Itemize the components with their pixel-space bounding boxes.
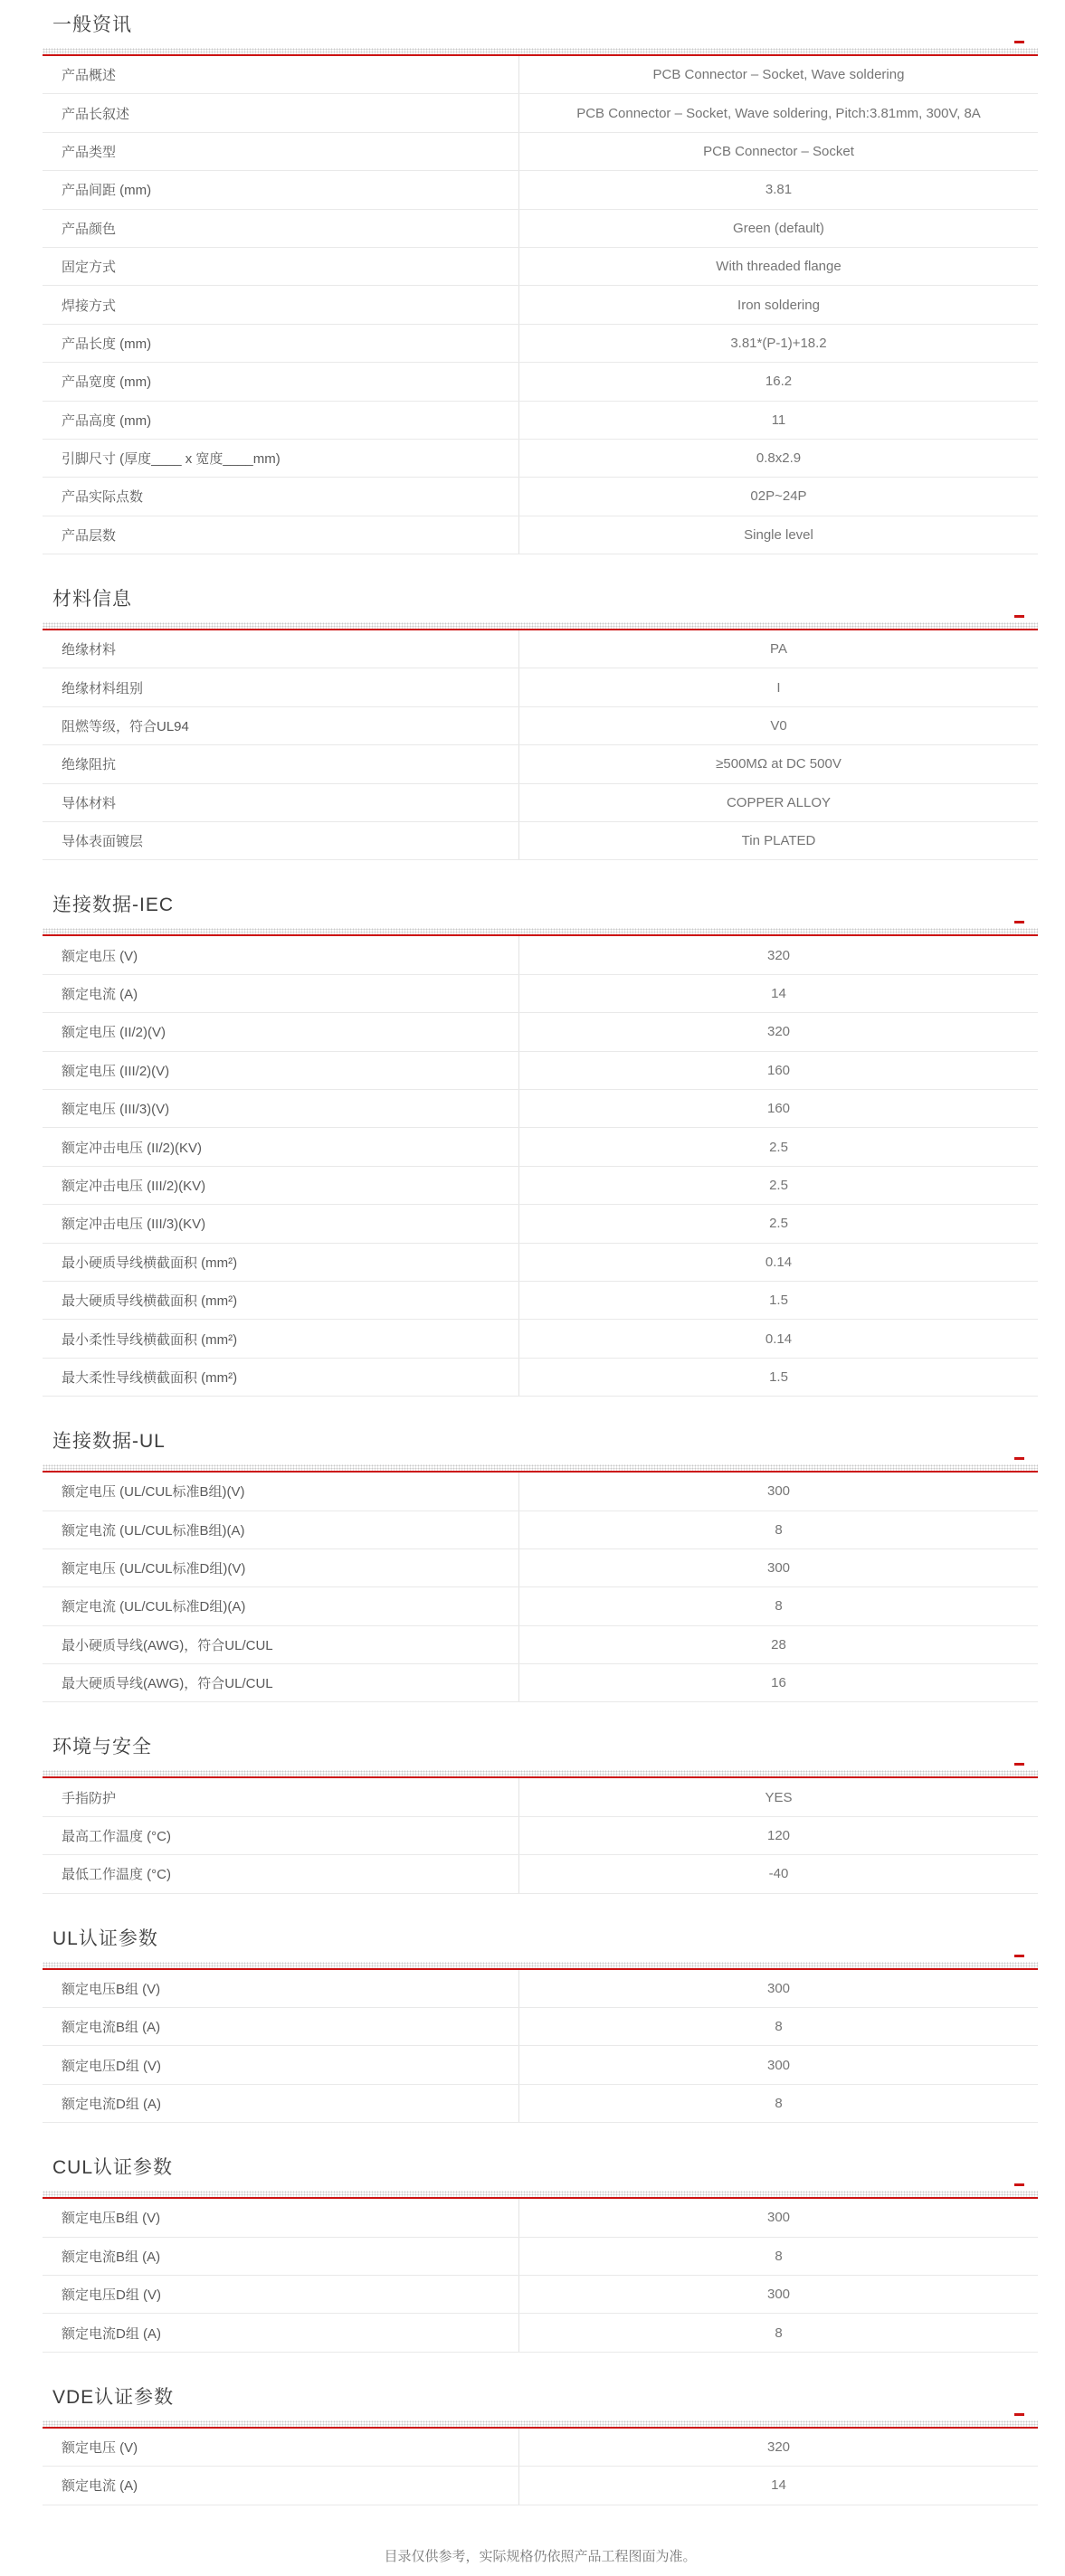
spec-row-value: 300: [518, 2199, 1038, 2236]
spec-row-label: 额定电压D组 (V): [62, 2058, 161, 2074]
spec-row-label: 最小硬质导线横截面积 (mm²): [62, 1255, 238, 1271]
spec-row-value: 300: [518, 1549, 1038, 1586]
product-spec-page: [43, 0, 1038, 2576]
spec-row-value: COPPER ALLOY: [518, 784, 1038, 821]
section-collapse-minus-icon[interactable]: [1014, 1763, 1024, 1766]
spec-row-value: Iron soldering: [518, 286, 1038, 323]
spec-row-label: 额定电压 (UL/CUL标准B组)(V): [62, 1484, 245, 1501]
spec-row: [43, 2429, 1038, 2467]
spec-row: [43, 2008, 1038, 2046]
spec-sections-container: [43, 13, 1038, 2505]
spec-row-value: 120: [518, 1817, 1038, 1854]
spec-row-value: Green (default): [518, 210, 1038, 247]
spec-row-value: 14: [518, 975, 1038, 1012]
spec-row: [43, 286, 1038, 324]
spec-row-label: 额定电流 (UL/CUL标准B组)(A): [62, 1522, 245, 1539]
spec-row: [43, 2467, 1038, 2505]
spec-row-value: 16.2: [518, 363, 1038, 400]
spec-row-value: 300: [518, 2276, 1038, 2313]
spec-row-label: 额定电流 (UL/CUL标准D组)(A): [62, 1599, 246, 1615]
spec-row-value: 300: [518, 2046, 1038, 2083]
section-dotted-divider: [43, 48, 1038, 54]
spec-row-value: YES: [518, 1778, 1038, 1815]
spec-row-label: 焊接方式: [62, 298, 117, 314]
spec-row-value: 8: [518, 2238, 1038, 2275]
spec-row: [43, 1473, 1038, 1511]
spec-table: [43, 2429, 1038, 2505]
spec-row: [43, 2046, 1038, 2084]
section-collapse-minus-icon[interactable]: [1014, 2183, 1024, 2186]
spec-row: [43, 2085, 1038, 2123]
spec-row: [43, 1090, 1038, 1128]
spec-row-value: I: [518, 668, 1038, 706]
spec-row-value: 8: [518, 2314, 1038, 2351]
section-dotted-divider: [43, 2191, 1038, 2197]
spec-row-value: 8: [518, 2085, 1038, 2122]
spec-row-label: 产品高度 (mm): [62, 412, 152, 429]
section-title: 连接数据-UL: [52, 1431, 166, 1453]
spec-row-label: 产品概述: [62, 68, 117, 84]
footer-note: 目录仅供参考，实际规格仍依照产品工程图面为准。: [384, 2548, 697, 2564]
spec-row-label: 额定冲击电压 (II/2)(KV): [62, 1140, 203, 1156]
spec-row-value: 0.14: [518, 1320, 1038, 1357]
spec-row-label: 额定电压D组 (V): [62, 2287, 161, 2304]
spec-row-label: 额定冲击电压 (III/3)(KV): [62, 1217, 206, 1233]
spec-row-value: 8: [518, 1587, 1038, 1624]
spec-row: [43, 210, 1038, 248]
spec-row: [43, 440, 1038, 478]
section-collapse-minus-icon[interactable]: [1014, 921, 1024, 923]
spec-row-value: 3.81: [518, 171, 1038, 208]
spec-row-label: 额定电压 (V): [62, 2439, 138, 2456]
spec-row-value: 14: [518, 2467, 1038, 2504]
spec-row: [43, 1778, 1038, 1816]
spec-row-value: 02P~24P: [518, 478, 1038, 515]
spec-row-value: 2.5: [518, 1167, 1038, 1204]
spec-row: [43, 822, 1038, 860]
spec-row-value: ≥500MΩ at DC 500V: [518, 745, 1038, 782]
spec-row-label: 产品实际点数: [62, 489, 144, 506]
spec-row-value: 2.5: [518, 1205, 1038, 1242]
section-dotted-divider: [43, 1464, 1038, 1471]
section-header: [52, 1429, 1038, 1454]
spec-row: [43, 1855, 1038, 1893]
spec-row: [43, 1626, 1038, 1664]
spec-table: [43, 936, 1038, 1397]
spec-row-value: 28: [518, 1626, 1038, 1663]
spec-row: [43, 1244, 1038, 1282]
spec-row-label: 最小硬质导线(AWG)，符合UL/CUL: [62, 1637, 273, 1653]
spec-section: [43, 2385, 1038, 2505]
spec-row-label: 额定电压 (III/3)(V): [62, 1102, 170, 1118]
section-title: 环境与安全: [52, 1737, 152, 1758]
spec-row-value: Tin PLATED: [518, 822, 1038, 859]
section-dotted-divider: [43, 622, 1038, 629]
spec-row: [43, 1511, 1038, 1549]
spec-row: [43, 1282, 1038, 1320]
spec-row-value: PCB Connector – Socket: [518, 133, 1038, 170]
spec-row-label: 额定电压B组 (V): [62, 2211, 161, 2227]
spec-row-label: 绝缘阻抗: [62, 757, 117, 773]
spec-row-label: 额定电压 (III/2)(V): [62, 1063, 170, 1079]
spec-row-value: PCB Connector – Socket, Wave soldering: [518, 56, 1038, 93]
spec-section: [43, 2155, 1038, 2353]
spec-row-label: 产品颜色: [62, 221, 117, 237]
spec-row-value: 300: [518, 1473, 1038, 1510]
spec-row-value: V0: [518, 707, 1038, 744]
spec-section: [43, 893, 1038, 1397]
spec-row-label: 产品长度 (mm): [62, 336, 152, 352]
section-title: 材料信息: [52, 589, 132, 611]
spec-section: [43, 1927, 1038, 2124]
spec-row-label: 固定方式: [62, 260, 117, 276]
spec-row: [43, 1970, 1038, 2008]
section-collapse-minus-icon[interactable]: [1014, 41, 1024, 43]
section-collapse-minus-icon[interactable]: [1014, 1457, 1024, 1460]
spec-row-value: Single level: [518, 516, 1038, 554]
spec-row: [43, 56, 1038, 94]
spec-row-value: 11: [518, 402, 1038, 439]
spec-section: [43, 1429, 1038, 1702]
section-dotted-divider: [43, 1962, 1038, 1968]
spec-row-value: 8: [518, 1511, 1038, 1548]
spec-row-label: 最低工作温度 (°C): [62, 1867, 171, 1883]
spec-row-label: 产品长叙述: [62, 106, 130, 122]
spec-section: [43, 13, 1038, 554]
spec-row: [43, 1205, 1038, 1243]
spec-row-value: 320: [518, 936, 1038, 973]
spec-row: [43, 325, 1038, 363]
spec-row-label: 手指防护: [62, 1790, 117, 1806]
spec-row-label: 最大硬质导线横截面积 (mm²): [62, 1293, 238, 1310]
spec-row-value: 320: [518, 1013, 1038, 1050]
spec-section: [43, 587, 1038, 860]
spec-row-value: With threaded flange: [518, 248, 1038, 285]
section-title: CUL认证参数: [52, 2157, 174, 2179]
section-header: [52, 893, 1038, 918]
section-header: [52, 2155, 1038, 2181]
spec-row-value: PA: [518, 630, 1038, 668]
spec-row: [43, 707, 1038, 745]
spec-row-label: 额定电压B组 (V): [62, 1981, 161, 1997]
spec-section: [43, 1735, 1038, 1893]
spec-row: [43, 363, 1038, 401]
spec-row-label: 额定电流B组 (A): [62, 2249, 161, 2265]
spec-row: [43, 402, 1038, 440]
spec-row-value: 1.5: [518, 1282, 1038, 1319]
spec-row: [43, 630, 1038, 668]
spec-row-label: 最小柔性导线横截面积 (mm²): [62, 1331, 238, 1348]
spec-table: [43, 2199, 1038, 2353]
spec-row: [43, 94, 1038, 132]
spec-row: [43, 1167, 1038, 1205]
section-header: [52, 587, 1038, 612]
section-header: [52, 1735, 1038, 1760]
spec-row: [43, 1549, 1038, 1587]
spec-row-value: 0.14: [518, 1244, 1038, 1281]
spec-row: [43, 1052, 1038, 1090]
spec-row: [43, 1587, 1038, 1625]
spec-row-value: 300: [518, 1970, 1038, 2007]
section-title: 一般资讯: [52, 14, 132, 35]
section-collapse-minus-icon[interactable]: [1014, 615, 1024, 618]
spec-row-value: PCB Connector – Socket, Wave soldering, Pitch:3.81mm, 300V, 8A: [518, 94, 1038, 131]
spec-row-label: 额定电流D组 (A): [62, 2096, 161, 2112]
spec-row-value: 160: [518, 1090, 1038, 1127]
section-dotted-divider: [43, 1770, 1038, 1776]
spec-row-label: 额定电压 (V): [62, 948, 138, 964]
spec-row-label: 产品类型: [62, 144, 117, 160]
spec-row: [43, 745, 1038, 783]
spec-row-value: 2.5: [518, 1128, 1038, 1165]
spec-row-label: 额定电流B组 (A): [62, 2020, 161, 2036]
section-title: UL认证参数: [52, 1927, 158, 1949]
spec-row-value: -40: [518, 1855, 1038, 1892]
spec-row-label: 产品间距 (mm): [62, 183, 152, 199]
spec-row: [43, 936, 1038, 974]
spec-row-label: 最大硬质导线(AWG)，符合UL/CUL: [62, 1676, 273, 1692]
spec-row: [43, 1013, 1038, 1051]
spec-row-label: 产品层数: [62, 527, 117, 544]
spec-row: [43, 478, 1038, 516]
spec-row-label: 导体表面镀层: [62, 834, 144, 850]
spec-row: [43, 1128, 1038, 1166]
spec-row-value: 1.5: [518, 1359, 1038, 1396]
spec-row: [43, 784, 1038, 822]
spec-row-value: 160: [518, 1052, 1038, 1089]
spec-row-value: 320: [518, 2429, 1038, 2466]
spec-row: [43, 2276, 1038, 2314]
spec-row-label: 额定电流D组 (A): [62, 2325, 161, 2342]
spec-row-label: 额定电流 (A): [62, 2478, 138, 2495]
spec-row: [43, 2199, 1038, 2237]
section-collapse-minus-icon[interactable]: [1014, 1955, 1024, 1957]
section-header: [52, 13, 1038, 38]
spec-row: [43, 1664, 1038, 1702]
spec-row: [43, 171, 1038, 209]
spec-table: [43, 1778, 1038, 1893]
spec-row: [43, 1359, 1038, 1397]
spec-row-label: 额定电压 (UL/CUL标准D组)(V): [62, 1561, 246, 1577]
spec-row-value: 3.81*(P-1)+18.2: [518, 325, 1038, 362]
spec-row: [43, 668, 1038, 706]
spec-row: [43, 2314, 1038, 2352]
spec-row-label: 额定电压 (II/2)(V): [62, 1025, 166, 1041]
spec-row-label: 产品宽度 (mm): [62, 374, 152, 391]
spec-row-label: 额定冲击电压 (III/2)(KV): [62, 1178, 206, 1194]
spec-row: [43, 1320, 1038, 1358]
section-dotted-divider: [43, 928, 1038, 934]
spec-row-label: 额定电流 (A): [62, 987, 138, 1002]
spec-table: [43, 630, 1038, 860]
spec-table: [43, 56, 1038, 554]
section-dotted-divider: [43, 2420, 1038, 2427]
spec-row-label: 绝缘材料组别: [62, 680, 144, 696]
spec-row: [43, 248, 1038, 286]
spec-row-value: 16: [518, 1664, 1038, 1701]
spec-row: [43, 133, 1038, 171]
spec-table: [43, 1970, 1038, 2124]
spec-row: [43, 1817, 1038, 1855]
section-title: 连接数据-IEC: [52, 895, 174, 916]
spec-row: [43, 975, 1038, 1013]
section-header: [52, 1927, 1038, 1952]
spec-table: [43, 1473, 1038, 1702]
spec-row-label: 引脚尺寸 (厚度____ x 宽度____mm): [62, 451, 281, 468]
spec-row-label: 阻燃等级，符合UL94: [62, 719, 189, 735]
section-collapse-minus-icon[interactable]: [1014, 2413, 1024, 2416]
spec-row-label: 绝缘材料: [62, 642, 117, 658]
spec-row-label: 导体材料: [62, 795, 117, 811]
spec-row-label: 最大柔性导线横截面积 (mm²): [62, 1369, 238, 1386]
spec-row-value: 0.8x2.9: [518, 440, 1038, 477]
section-title: VDE认证参数: [52, 2386, 175, 2408]
spec-row-label: 最高工作温度 (°C): [62, 1829, 171, 1845]
section-header: [52, 2385, 1038, 2410]
spec-row: [43, 516, 1038, 554]
spec-row: [43, 2238, 1038, 2276]
spec-row-value: 8: [518, 2008, 1038, 2045]
